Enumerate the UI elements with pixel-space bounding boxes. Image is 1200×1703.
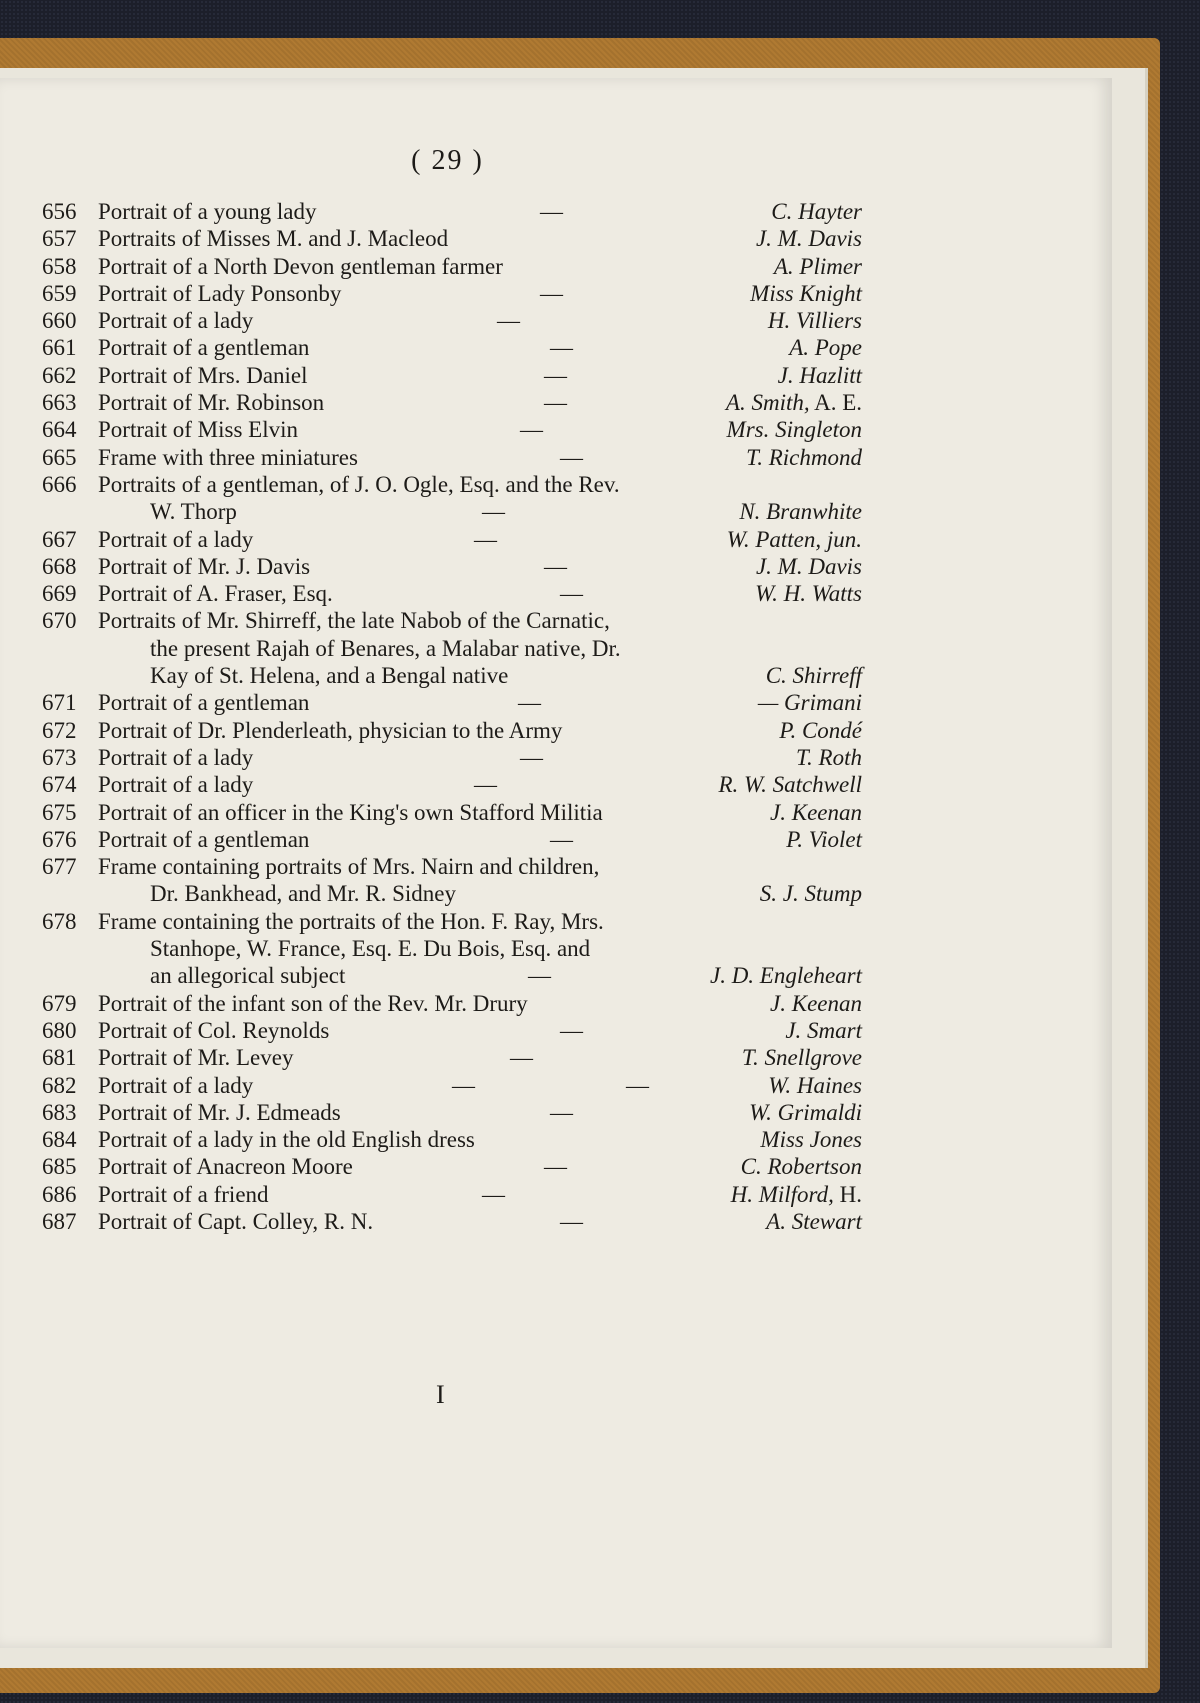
artist-name: H. Villiers [767,308,862,334]
artist-name: J. Keenan [770,990,862,1016]
entry-line [42,553,862,580]
entry-artist [774,253,862,280]
entry-artist [741,1153,862,1180]
entry-artist [768,1072,862,1099]
entry-title: Portrait of Mr. Robinson [98,390,325,416]
entry-title: Frame containing portraits of Mrs. Nairn and children, [98,854,600,880]
entry-title-continuation: Kay of St. Helena, and a Bengal native [150,663,509,689]
entry-title: Portrait of Mr. J. Edmeads [98,1099,341,1125]
entry-number: 664 [42,417,77,443]
entry-dash: — [452,1072,475,1098]
entry-artist [746,444,862,471]
entry-line [42,253,862,280]
entry-line [42,1017,862,1044]
entry-line [42,1208,862,1235]
artist-name: S. J. Stump [759,881,862,907]
entry-line [42,799,862,826]
entry-line [42,771,862,798]
entry-artist [731,1181,862,1208]
artist-name: C. Robertson [740,1154,862,1180]
entry-number: 686 [42,1181,77,1207]
entry-line [42,744,862,771]
artist-name: R. W. Satchwell [718,772,862,798]
entry-artist [771,198,862,225]
entry-title: Portrait of an officer in the King's own Stafford Militia [98,799,603,825]
entry-line [42,198,862,225]
entry-dash: — [482,1181,505,1207]
entry-line [42,1126,862,1153]
artist-suffix: A. E. [809,390,862,416]
entry-artist [770,799,862,826]
catalogue-list [42,198,862,1235]
entry-line [42,826,862,853]
entry-number: 683 [42,1099,77,1125]
artist-name: J. M. Davis [755,226,862,252]
artist-name: A. Smith, [725,390,810,416]
entry-number: 675 [42,799,77,825]
entry-number: 682 [42,1072,77,1098]
entry-number: 674 [42,772,77,798]
entry-artist [766,662,862,689]
artist-name: T. Roth [795,744,862,770]
entry-title: Portrait of a gentleman [98,690,310,716]
entry-title: Portrait of a lady [98,744,254,770]
entry-artist [726,389,862,416]
entry-artist [727,526,862,553]
entry-title: Portrait of Mr. J. Davis [98,553,311,579]
entry-dash: — [518,690,541,716]
entry-line [42,416,862,443]
entry-dash: — [560,1208,583,1234]
artist-name: — Grimani [757,690,862,716]
entry-title: Portrait of a lady [98,772,254,798]
entry-line [42,990,862,1017]
entry-dash: — [520,417,543,443]
entry-title: Portrait of Mr. Levey [98,1045,294,1071]
entry-line [42,717,862,744]
entry-number: 677 [42,854,77,880]
entry-title: Portraits of a gentleman, of J. O. Ogle, Esq. and the Rev. [98,471,620,497]
entry-dash: — [544,553,567,579]
entry-title: Portraits of Misses M. and J. Macleod [98,226,449,252]
artist-name: P. Condé [779,717,862,743]
artist-name: J. Hazlitt [777,362,862,388]
entry-line [42,444,862,471]
entry-artist [789,334,862,361]
entry-number: 659 [42,280,77,306]
entry-number: 663 [42,390,77,416]
entry-line [42,1099,862,1126]
entry-line [42,580,862,607]
artist-name: Mrs. Singleton [726,417,862,443]
entry-line [42,471,862,498]
entry-title: Portrait of a lady [98,308,254,334]
entry-dash: — [626,1072,649,1098]
entry-title: Portrait of a lady in the old English dress [98,1127,475,1153]
entry-title: Portrait of a gentleman [98,335,310,361]
entry-artist [756,553,862,580]
entry-artist [770,990,862,1017]
entry-dash: — [474,772,497,798]
entry-artist [786,826,862,853]
entry-line [42,962,862,989]
entry-dash: — [550,335,573,361]
entry-title: Portrait of a gentleman [98,826,310,852]
artist-name: J. Keenan [770,799,862,825]
entry-dash: — [550,826,573,852]
entry-dash: — [544,390,567,416]
entry-title: Portrait of the infant son of the Rev. Mr. Drury [98,990,528,1016]
page-header: ( 29 ) [411,145,484,176]
entry-number: 684 [42,1127,77,1153]
entry-title: Portrait of A. Fraser, Esq. [98,581,333,607]
entry-number: 656 [42,199,77,224]
entry-line [42,1153,862,1180]
entry-line [42,307,862,334]
entry-artist [778,362,862,389]
entry-artist [727,416,862,443]
entry-line [42,1044,862,1071]
entry-number: 678 [42,908,77,934]
entry-title-continuation: an allegorical subject [150,963,346,989]
entry-dash: — [540,199,563,224]
entry-title: Portrait of a lady [98,1072,254,1098]
artist-name: A. Plimer [773,253,862,279]
entry-line [42,389,862,416]
entry-artist [710,962,862,989]
entry-title: Portrait of Capt. Colley, R. N. [98,1208,374,1234]
entry-number: 676 [42,826,77,852]
entry-dash: — [497,308,520,334]
artist-name: W. Haines [768,1072,862,1098]
entry-title: Portrait of a young lady [98,199,317,224]
entry-line [42,880,862,907]
entry-artist [718,771,862,798]
entry-artist [796,744,862,771]
entry-line [42,526,862,553]
entry-title: Portrait of Miss Elvin [98,417,298,443]
entry-line [42,362,862,389]
artist-name: A. Pope [789,335,862,361]
entry-artist [749,1099,862,1126]
artist-name: W. Grimaldi [749,1099,862,1125]
entry-artist [760,1126,862,1153]
entry-number: 680 [42,1017,77,1043]
entry-line [42,635,862,662]
entry-artist [758,689,862,716]
entry-number: 687 [42,1208,77,1234]
artist-name: J. D. Engleheart [709,963,862,989]
entry-number: 665 [42,444,77,470]
entry-title: Portrait of Mrs. Daniel [98,362,308,388]
entry-dash: — [560,581,583,607]
entry-line [42,662,862,689]
entry-number: 673 [42,744,77,770]
entry-number: 671 [42,690,77,716]
entry-dash: — [550,1099,573,1125]
entry-dash: — [560,444,583,470]
entry-title: Portraits of Mr. Shirreff, the late Nabob of the Carnatic, [98,608,610,634]
entry-number: 679 [42,990,77,1016]
entry-dash: — [544,362,567,388]
entry-title: Portrait of Dr. Plenderleath, physician to the Army [98,717,563,743]
entry-title: Portrait of a North Devon gentleman farmer [98,253,503,279]
artist-name: P. Violet [786,826,862,852]
entry-number: 668 [42,553,77,579]
artist-name: Miss Knight [750,280,862,306]
artist-name: W. Patten, jun. [726,526,862,552]
entry-dash: — [544,1154,567,1180]
entry-number: 657 [42,226,77,252]
entry-title-continuation: Stanhope, W. France, Esq. E. Du Bois, Esq. and [150,936,591,962]
entry-dash: — [560,1017,583,1043]
artist-name: N. Branwhite [739,499,862,525]
entry-artist [756,225,862,252]
entry-artist [750,280,862,307]
entry-line [42,1072,862,1099]
entry-line [42,1181,862,1208]
entry-dash: — [528,963,551,989]
entry-dash: — [474,526,497,552]
entry-line [42,334,862,361]
entry-artist [766,1208,862,1235]
entry-line [42,908,862,935]
entry-number: 662 [42,362,77,388]
entry-title-continuation: W. Thorp [150,499,237,525]
entry-number: 670 [42,608,77,634]
entry-number: 658 [42,253,77,279]
entry-number: 661 [42,335,77,361]
entry-number: 672 [42,717,77,743]
entry-number: 660 [42,308,77,334]
entry-title-continuation: the present Rajah of Benares, a Malabar native, Dr. [150,635,621,661]
entry-artist [739,498,862,525]
artist-name: A. Stewart [766,1208,862,1234]
artist-name: C. Shirreff [765,663,862,689]
entry-title: Portrait of a friend [98,1181,269,1207]
entry-title: Portrait of Anacreon Moore [98,1154,353,1180]
artist-suffix: H. [833,1181,862,1207]
artist-name: T. Richmond [746,444,862,470]
artist-name: Miss Jones [760,1127,862,1153]
entry-title: Portrait of a lady [98,526,254,552]
page-signature: I [436,1380,445,1409]
entry-number: 669 [42,581,77,607]
entry-artist [768,307,862,334]
entry-line [42,225,862,252]
entry-number: 681 [42,1045,77,1071]
entry-line [42,689,862,716]
artist-name: H. Milford, [730,1181,834,1207]
entry-line [42,935,862,962]
entry-artist [785,1017,862,1044]
artist-name: J. M. Davis [755,553,862,579]
entry-number: 685 [42,1154,77,1180]
entry-title: Frame containing the portraits of the Hon. F. Ray, Mrs. [98,908,604,934]
entry-number: 667 [42,526,77,552]
entry-line [42,280,862,307]
entry-line [42,853,862,880]
artist-name: T. Snellgrove [741,1045,862,1071]
entry-line [42,607,862,634]
entry-line [42,498,862,525]
entry-artist [760,880,862,907]
entry-dash: — [510,1045,533,1071]
entry-artist [755,580,862,607]
entry-dash: — [540,280,563,306]
artist-name: C. Hayter [771,199,862,224]
entry-number: 666 [42,471,77,497]
artist-name: J. Smart [785,1017,862,1043]
entry-title: Frame with three miniatures [98,444,358,470]
entry-artist [742,1044,862,1071]
entry-dash: — [482,499,505,525]
entry-dash: — [520,744,543,770]
entry-title-continuation: Dr. Bankhead, and Mr. R. Sidney [150,881,456,907]
entry-title: Portrait of Lady Ponsonby [98,280,342,306]
entry-artist [779,717,862,744]
artist-name: W. H. Watts [755,581,862,607]
entry-title: Portrait of Col. Reynolds [98,1017,330,1043]
